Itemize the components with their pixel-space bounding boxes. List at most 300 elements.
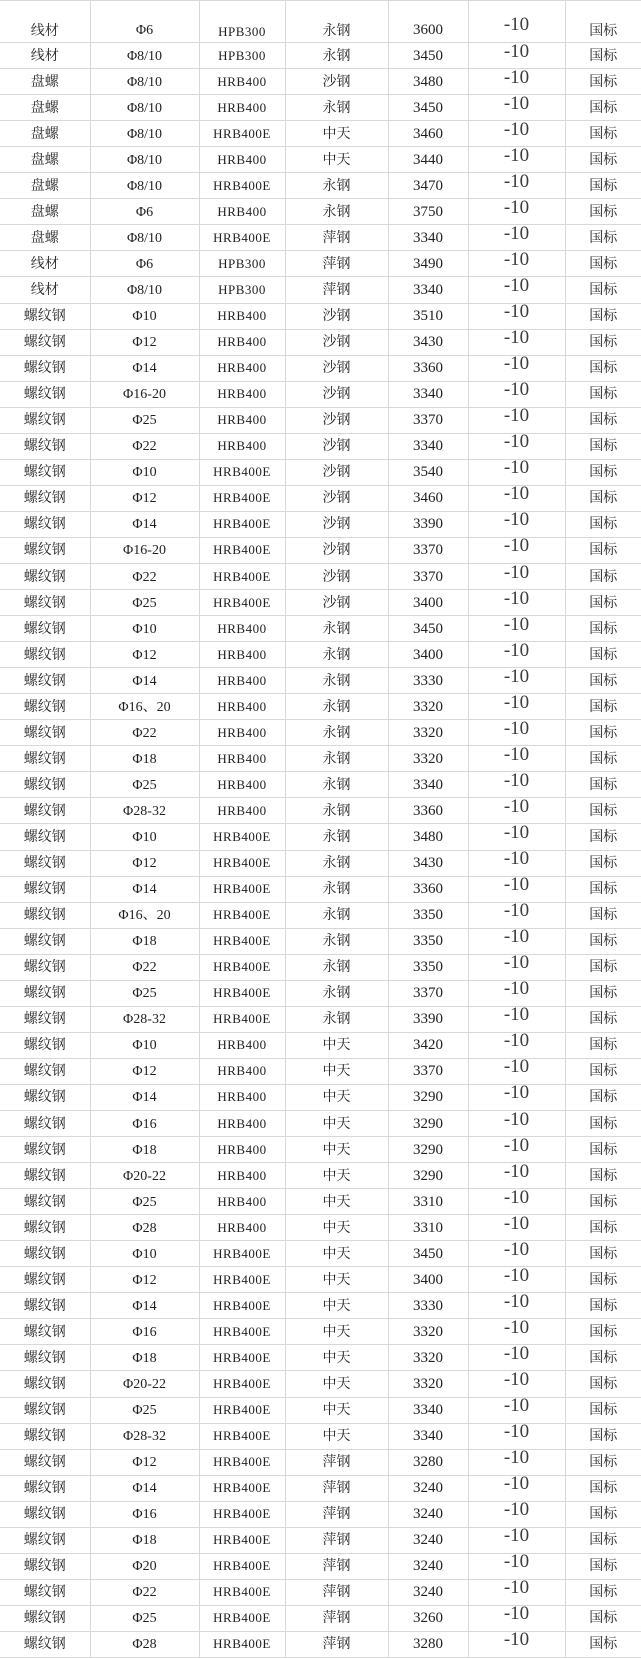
cell-price[interactable] [388,199,468,225]
cell-mill[interactable] [285,1110,388,1136]
cell-material[interactable] [0,1527,90,1553]
cell-change[interactable] [468,720,565,746]
cell-grade[interactable] [199,173,285,199]
cell-grade[interactable] [199,1579,285,1605]
cell-spec[interactable] [90,1,199,43]
cell-standard[interactable] [565,902,641,928]
cell-mill[interactable] [285,1241,388,1267]
cell-mill[interactable] [285,928,388,954]
cell-material[interactable] [0,433,90,459]
cell-spec[interactable] [90,1267,199,1293]
cell-change[interactable] [468,1189,565,1215]
cell-grade[interactable] [199,772,285,798]
cell-standard[interactable] [565,1137,641,1163]
cell-grade[interactable] [199,1501,285,1527]
cell-standard[interactable] [565,199,641,225]
cell-price[interactable] [388,355,468,381]
cell-mill[interactable] [285,720,388,746]
cell-material[interactable] [0,1345,90,1371]
cell-spec[interactable] [90,1084,199,1110]
cell-standard[interactable] [565,1084,641,1110]
cell-grade[interactable] [199,980,285,1006]
cell-spec[interactable] [90,746,199,772]
cell-mill[interactable] [285,1579,388,1605]
cell-change[interactable] [468,1501,565,1527]
cell-spec[interactable] [90,1527,199,1553]
cell-change[interactable] [468,1345,565,1371]
cell-change[interactable] [468,616,565,642]
cell-standard[interactable] [565,147,641,173]
cell-price[interactable] [388,798,468,824]
cell-price[interactable] [388,616,468,642]
cell-spec[interactable] [90,1397,199,1423]
cell-material[interactable] [0,459,90,485]
cell-price[interactable] [388,876,468,902]
cell-mill[interactable] [285,69,388,95]
cell-standard[interactable] [565,303,641,329]
cell-material[interactable] [0,95,90,121]
cell-change[interactable] [468,1,565,43]
cell-standard[interactable] [565,876,641,902]
cell-grade[interactable] [199,199,285,225]
cell-spec[interactable] [90,902,199,928]
cell-price[interactable] [388,746,468,772]
cell-grade[interactable] [199,1006,285,1032]
cell-mill[interactable] [285,850,388,876]
cell-change[interactable] [468,1579,565,1605]
cell-spec[interactable] [90,1579,199,1605]
cell-standard[interactable] [565,225,641,251]
cell-material[interactable] [0,147,90,173]
cell-mill[interactable] [285,433,388,459]
cell-material[interactable] [0,928,90,954]
cell-change[interactable] [468,303,565,329]
cell-grade[interactable] [199,746,285,772]
cell-change[interactable] [468,459,565,485]
cell-mill[interactable] [285,1631,388,1657]
cell-price[interactable] [388,485,468,511]
cell-change[interactable] [468,485,565,511]
cell-grade[interactable] [199,564,285,590]
cell-standard[interactable] [565,1,641,43]
cell-standard[interactable] [565,616,641,642]
cell-material[interactable] [0,668,90,694]
cell-grade[interactable] [199,1032,285,1058]
cell-grade[interactable] [199,616,285,642]
cell-material[interactable] [0,1631,90,1657]
cell-change[interactable] [468,1371,565,1397]
cell-standard[interactable] [565,355,641,381]
cell-spec[interactable] [90,329,199,355]
cell-standard[interactable] [565,433,641,459]
cell-change[interactable] [468,1137,565,1163]
cell-price[interactable] [388,850,468,876]
cell-price[interactable] [388,1293,468,1319]
cell-price[interactable] [388,1605,468,1631]
cell-mill[interactable] [285,251,388,277]
cell-standard[interactable] [565,694,641,720]
cell-spec[interactable] [90,1631,199,1657]
cell-spec[interactable] [90,433,199,459]
cell-change[interactable] [468,850,565,876]
cell-standard[interactable] [565,1215,641,1241]
cell-mill[interactable] [285,147,388,173]
cell-material[interactable] [0,173,90,199]
cell-change[interactable] [468,1241,565,1267]
cell-material[interactable] [0,1084,90,1110]
cell-material[interactable] [0,798,90,824]
cell-change[interactable] [468,642,565,668]
cell-standard[interactable] [565,954,641,980]
cell-standard[interactable] [565,1631,641,1657]
cell-change[interactable] [468,1006,565,1032]
cell-grade[interactable] [199,1084,285,1110]
cell-change[interactable] [468,928,565,954]
cell-material[interactable] [0,1423,90,1449]
cell-spec[interactable] [90,95,199,121]
cell-change[interactable] [468,824,565,850]
cell-mill[interactable] [285,381,388,407]
cell-spec[interactable] [90,407,199,433]
cell-spec[interactable] [90,1110,199,1136]
cell-material[interactable] [0,1475,90,1501]
cell-mill[interactable] [285,1267,388,1293]
cell-change[interactable] [468,537,565,563]
cell-spec[interactable] [90,1241,199,1267]
cell-mill[interactable] [285,772,388,798]
cell-price[interactable] [388,1449,468,1475]
cell-price[interactable] [388,173,468,199]
cell-mill[interactable] [285,1397,388,1423]
cell-grade[interactable] [199,1137,285,1163]
cell-spec[interactable] [90,1501,199,1527]
cell-price[interactable] [388,772,468,798]
cell-price[interactable] [388,303,468,329]
cell-mill[interactable] [285,225,388,251]
cell-price[interactable] [388,1189,468,1215]
cell-grade[interactable] [199,1397,285,1423]
cell-mill[interactable] [285,1605,388,1631]
cell-price[interactable] [388,1032,468,1058]
cell-mill[interactable] [285,121,388,147]
cell-spec[interactable] [90,251,199,277]
cell-price[interactable] [388,1110,468,1136]
cell-price[interactable] [388,642,468,668]
cell-change[interactable] [468,173,565,199]
cell-grade[interactable] [199,1449,285,1475]
cell-mill[interactable] [285,485,388,511]
cell-grade[interactable] [199,928,285,954]
cell-standard[interactable] [565,459,641,485]
cell-grade[interactable] [199,1163,285,1189]
cell-change[interactable] [468,1163,565,1189]
cell-spec[interactable] [90,1475,199,1501]
cell-mill[interactable] [285,1058,388,1084]
cell-price[interactable] [388,121,468,147]
cell-mill[interactable] [285,616,388,642]
cell-material[interactable] [0,407,90,433]
cell-mill[interactable] [285,537,388,563]
cell-standard[interactable] [565,95,641,121]
cell-material[interactable] [0,1241,90,1267]
cell-material[interactable] [0,1267,90,1293]
cell-grade[interactable] [199,1553,285,1579]
cell-material[interactable] [0,43,90,69]
cell-change[interactable] [468,1110,565,1136]
cell-spec[interactable] [90,824,199,850]
cell-material[interactable] [0,537,90,563]
cell-grade[interactable] [199,277,285,303]
cell-material[interactable] [0,199,90,225]
cell-material[interactable] [0,902,90,928]
cell-spec[interactable] [90,1006,199,1032]
cell-change[interactable] [468,1084,565,1110]
cell-mill[interactable] [285,1371,388,1397]
cell-mill[interactable] [285,511,388,537]
cell-grade[interactable] [199,329,285,355]
cell-spec[interactable] [90,694,199,720]
cell-change[interactable] [468,798,565,824]
cell-material[interactable] [0,850,90,876]
cell-change[interactable] [468,251,565,277]
cell-change[interactable] [468,511,565,537]
cell-price[interactable] [388,564,468,590]
cell-price[interactable] [388,69,468,95]
cell-grade[interactable] [199,694,285,720]
cell-mill[interactable] [285,1,388,43]
cell-price[interactable] [388,1527,468,1553]
cell-material[interactable] [0,1,90,43]
cell-grade[interactable] [199,1189,285,1215]
cell-price[interactable] [388,1241,468,1267]
cell-material[interactable] [0,1605,90,1631]
cell-grade[interactable] [199,876,285,902]
cell-mill[interactable] [285,1293,388,1319]
cell-mill[interactable] [285,668,388,694]
cell-mill[interactable] [285,43,388,69]
cell-mill[interactable] [285,199,388,225]
cell-standard[interactable] [565,485,641,511]
cell-grade[interactable] [199,381,285,407]
cell-grade[interactable] [199,459,285,485]
cell-standard[interactable] [565,1006,641,1032]
cell-spec[interactable] [90,1371,199,1397]
cell-standard[interactable] [565,824,641,850]
cell-price[interactable] [388,1579,468,1605]
cell-grade[interactable] [199,303,285,329]
cell-standard[interactable] [565,980,641,1006]
cell-grade[interactable] [199,147,285,173]
cell-standard[interactable] [565,173,641,199]
cell-grade[interactable] [199,590,285,616]
cell-spec[interactable] [90,668,199,694]
cell-price[interactable] [388,511,468,537]
cell-change[interactable] [468,225,565,251]
cell-standard[interactable] [565,1032,641,1058]
cell-spec[interactable] [90,1423,199,1449]
cell-material[interactable] [0,1058,90,1084]
cell-price[interactable] [388,433,468,459]
cell-material[interactable] [0,642,90,668]
cell-price[interactable] [388,251,468,277]
cell-standard[interactable] [565,746,641,772]
cell-change[interactable] [468,1605,565,1631]
cell-material[interactable] [0,251,90,277]
cell-material[interactable] [0,1579,90,1605]
cell-price[interactable] [388,1553,468,1579]
cell-spec[interactable] [90,1345,199,1371]
cell-change[interactable] [468,668,565,694]
cell-material[interactable] [0,954,90,980]
cell-standard[interactable] [565,720,641,746]
cell-grade[interactable] [199,850,285,876]
cell-mill[interactable] [285,564,388,590]
cell-mill[interactable] [285,954,388,980]
cell-price[interactable] [388,1345,468,1371]
cell-change[interactable] [468,121,565,147]
cell-mill[interactable] [285,902,388,928]
cell-grade[interactable] [199,1293,285,1319]
cell-grade[interactable] [199,121,285,147]
cell-price[interactable] [388,954,468,980]
cell-change[interactable] [468,772,565,798]
cell-spec[interactable] [90,1058,199,1084]
cell-material[interactable] [0,616,90,642]
cell-standard[interactable] [565,1110,641,1136]
cell-material[interactable] [0,1501,90,1527]
cell-spec[interactable] [90,616,199,642]
cell-material[interactable] [0,1006,90,1032]
cell-spec[interactable] [90,876,199,902]
cell-mill[interactable] [285,1501,388,1527]
cell-mill[interactable] [285,824,388,850]
cell-price[interactable] [388,1319,468,1345]
cell-grade[interactable] [199,1215,285,1241]
cell-price[interactable] [388,95,468,121]
cell-standard[interactable] [565,1267,641,1293]
cell-grade[interactable] [199,1371,285,1397]
cell-price[interactable] [388,1267,468,1293]
cell-price[interactable] [388,43,468,69]
cell-change[interactable] [468,407,565,433]
cell-price[interactable] [388,537,468,563]
cell-grade[interactable] [199,69,285,95]
cell-change[interactable] [468,1423,565,1449]
cell-price[interactable] [388,694,468,720]
cell-material[interactable] [0,511,90,537]
cell-grade[interactable] [199,1,285,43]
cell-mill[interactable] [285,1189,388,1215]
cell-price[interactable] [388,1006,468,1032]
cell-material[interactable] [0,1189,90,1215]
cell-standard[interactable] [565,1475,641,1501]
cell-change[interactable] [468,1032,565,1058]
cell-grade[interactable] [199,1241,285,1267]
cell-grade[interactable] [199,1423,285,1449]
cell-change[interactable] [468,1449,565,1475]
cell-price[interactable] [388,1215,468,1241]
cell-price[interactable] [388,381,468,407]
cell-mill[interactable] [285,1527,388,1553]
cell-change[interactable] [468,954,565,980]
cell-spec[interactable] [90,1319,199,1345]
cell-mill[interactable] [285,980,388,1006]
cell-mill[interactable] [285,329,388,355]
cell-material[interactable] [0,1110,90,1136]
cell-grade[interactable] [199,511,285,537]
cell-standard[interactable] [565,1605,641,1631]
cell-mill[interactable] [285,1084,388,1110]
cell-mill[interactable] [285,1215,388,1241]
cell-material[interactable] [0,1319,90,1345]
cell-change[interactable] [468,147,565,173]
cell-material[interactable] [0,1215,90,1241]
cell-spec[interactable] [90,147,199,173]
cell-standard[interactable] [565,329,641,355]
cell-grade[interactable] [199,95,285,121]
cell-standard[interactable] [565,850,641,876]
cell-material[interactable] [0,1137,90,1163]
cell-standard[interactable] [565,69,641,95]
cell-standard[interactable] [565,928,641,954]
cell-material[interactable] [0,225,90,251]
cell-change[interactable] [468,199,565,225]
cell-material[interactable] [0,694,90,720]
cell-standard[interactable] [565,564,641,590]
cell-mill[interactable] [285,1423,388,1449]
cell-grade[interactable] [199,1058,285,1084]
cell-price[interactable] [388,980,468,1006]
cell-grade[interactable] [199,225,285,251]
cell-change[interactable] [468,95,565,121]
cell-change[interactable] [468,277,565,303]
cell-change[interactable] [468,1215,565,1241]
cell-standard[interactable] [565,1058,641,1084]
cell-material[interactable] [0,121,90,147]
cell-standard[interactable] [565,1553,641,1579]
cell-spec[interactable] [90,173,199,199]
cell-material[interactable] [0,876,90,902]
cell-change[interactable] [468,329,565,355]
cell-spec[interactable] [90,1605,199,1631]
cell-spec[interactable] [90,277,199,303]
cell-spec[interactable] [90,1032,199,1058]
cell-spec[interactable] [90,590,199,616]
cell-standard[interactable] [565,1449,641,1475]
cell-change[interactable] [468,876,565,902]
cell-price[interactable] [388,928,468,954]
cell-change[interactable] [468,1058,565,1084]
cell-spec[interactable] [90,564,199,590]
cell-material[interactable] [0,1163,90,1189]
cell-price[interactable] [388,147,468,173]
cell-standard[interactable] [565,251,641,277]
cell-grade[interactable] [199,355,285,381]
cell-grade[interactable] [199,43,285,69]
cell-mill[interactable] [285,95,388,121]
cell-mill[interactable] [285,277,388,303]
cell-material[interactable] [0,746,90,772]
cell-mill[interactable] [285,694,388,720]
cell-material[interactable] [0,277,90,303]
cell-change[interactable] [468,1293,565,1319]
cell-standard[interactable] [565,121,641,147]
cell-grade[interactable] [199,668,285,694]
cell-standard[interactable] [565,1579,641,1605]
cell-mill[interactable] [285,303,388,329]
cell-grade[interactable] [199,1319,285,1345]
cell-material[interactable] [0,1449,90,1475]
